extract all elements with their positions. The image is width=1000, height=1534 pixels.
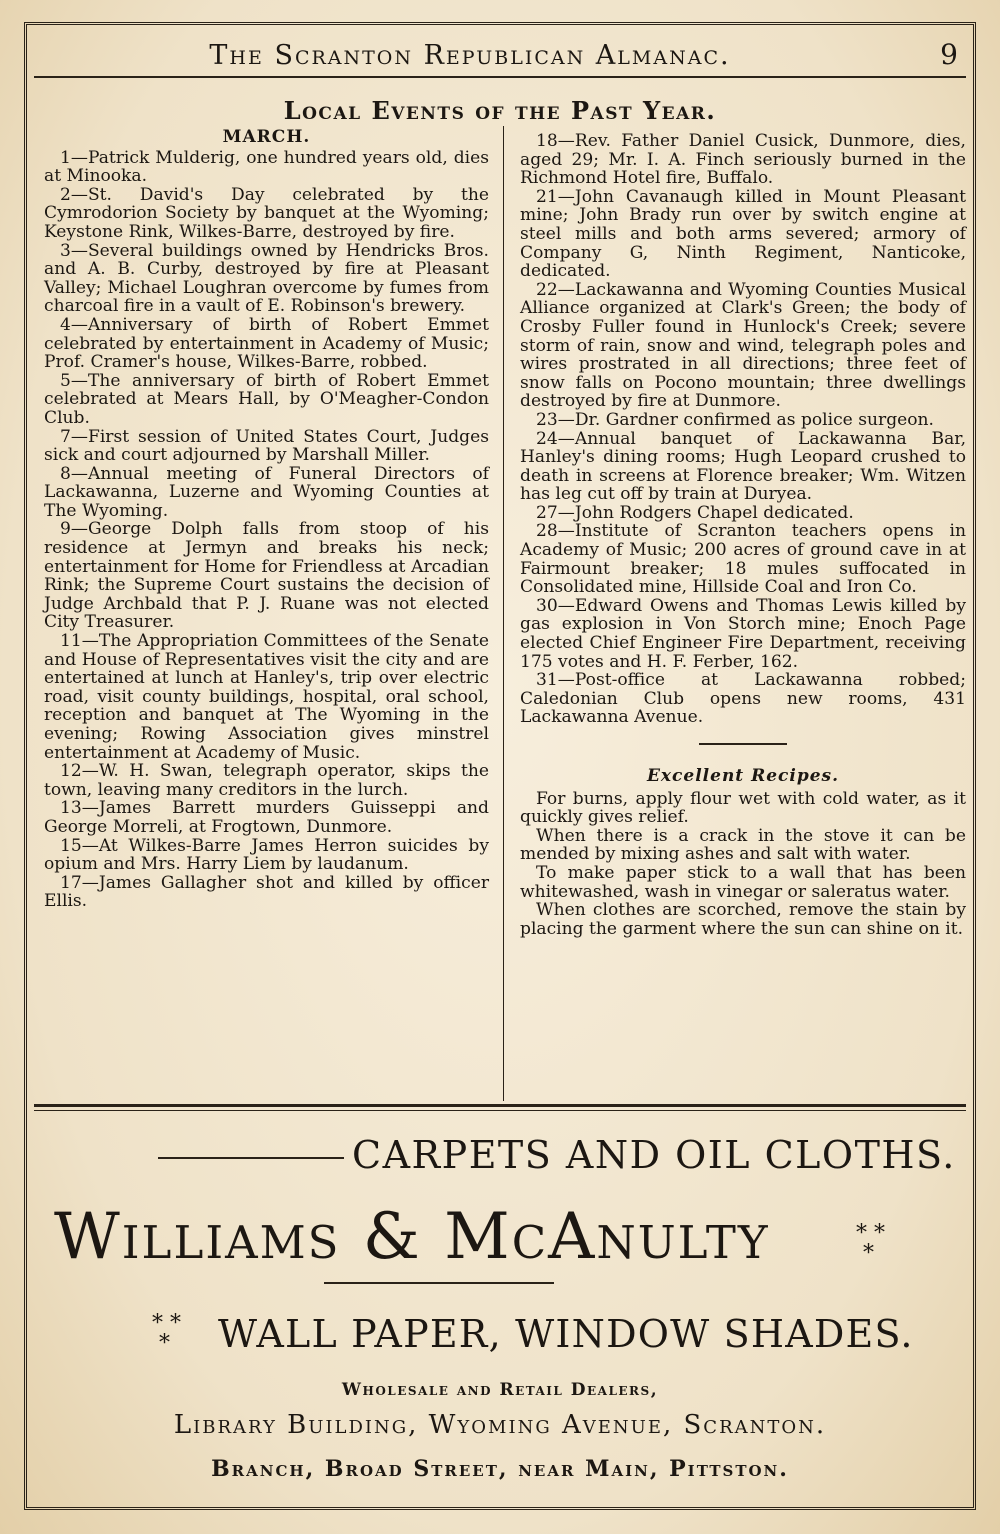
short-divider	[699, 743, 787, 745]
event-entry: 23—Dr. Gardner confirmed as police surgeon.	[536, 409, 934, 430]
recipe-entry: For burns, apply flour wet with cold water, as it quickly gives relief.	[520, 788, 966, 828]
ornamental-rule	[158, 1157, 344, 1159]
column-divider	[503, 126, 504, 1101]
ad-address: Library Building, Wyoming Avenue, Scranton.	[173, 1410, 827, 1440]
ad-carpets-line	[34, 1135, 966, 1175]
event-entry: 8—Annual meeting of Funeral Directors of Lackawanna, Luzerne and Wyoming Counties at The Wyoming.	[44, 463, 489, 521]
event-entry: 2—St. David's Day celebrated by the Cymrodorion Society by banquet at the Wyoming; Keystone Rink, Wilkes-Barre, destroyed by fire.	[44, 184, 489, 242]
page-number: 9	[940, 38, 958, 71]
event-entry: 12—W. H. Swan, telegraph operator, skips the town, leaving many creditors in the lurch.	[44, 761, 489, 800]
ad-wallpaper-text: WALL PAPER, WINDOW SHADES.	[218, 1312, 914, 1356]
ad-top-rule-thin	[34, 1110, 966, 1111]
event-entry: 7—First session of United States Court, Judges sick and court adjourned by Marshall Miller.	[44, 426, 489, 466]
event-entry: 18—Rev. Father Daniel Cusick, Dunmore, dies, aged 29; Mr. I. A. Finch seriously burned in the Richmond Hotel fire, Buffalo.	[520, 131, 966, 189]
event-entry: 17—James Gallagher shot and killed by officer Ellis.	[44, 872, 489, 912]
event-entry: 3—Several buildings owned by Hendricks Bros. and A. B. Curby, destroyed by fire at Pleasant Valley; Michael Loughran overcome by fumes from charcoal fire in a vault of E. Robinson's brewery.	[44, 240, 489, 317]
event-entry: 21—John Cavanaugh killed in Mount Pleasant mine; John Brady run over by switch engine at steel mills and both arms severed; armory of Company G, Ninth Regiment, Nanticoke, dedicated.	[520, 186, 966, 282]
ad-carpets-text: CARPETS AND OIL CLOTHS.	[352, 1133, 956, 1177]
event-entry: 27—John Rodgers Chapel dedicated.	[536, 502, 854, 523]
ornamental-swash	[324, 1282, 554, 1284]
event-entry: 5—The anniversary of birth of Robert Emmet celebrated at Mears Hall, by O'Meagher-Condon Club.	[44, 370, 489, 428]
left-column	[44, 128, 489, 911]
asterism-icon: * * *	[856, 1221, 885, 1266]
month-heading: MARCH.	[222, 127, 311, 147]
page-header	[34, 36, 966, 78]
asterism-icon: * * *	[152, 1311, 181, 1356]
ad-dealers: Wholesale and Retail Dealers,	[341, 1380, 659, 1400]
recipe-entry: When there is a crack in the stove it can be mended by mixing ashes and salt with water.	[520, 825, 966, 865]
event-entry: 22—Lackawanna and Wyoming Counties Musical Alliance organized at Clark's Green; the body of Crosby Fuller found in Hunlock's Creek; severe storm of rain, snow and wind, telegraph poles and wires prostrated in all directions; three feet of snow falls on Pocono mountain; three dwellings destroyed by fire at Dunmore.	[520, 279, 966, 412]
event-entry: 28—Institute of Scranton teachers opens in Academy of Music; 200 acres of ground cave in at Fairmount breaker; 18 mules suffocated in Consolidated mine, Hillside Coal and Iron Co.	[520, 521, 966, 598]
recipes-heading: Excellent Recipes.	[646, 766, 840, 786]
event-entry: 15—At Wilkes-Barre James Herron suicides by opium and Mrs. Harry Liem by laudanum.	[44, 835, 489, 875]
right-column	[520, 132, 966, 938]
event-entry: 9—George Dolph falls from stoop of his residence at Jermyn and breaks his neck; entertainment for Home for Friendless at Arcadian Rink; the Supreme Court sustains the decision of Judge Archbald that P. J. Ruane was not elected City Treasurer.	[44, 519, 489, 633]
ad-firm-name	[34, 1200, 966, 1290]
section-title: Local Events of the Past Year.	[283, 96, 717, 125]
almanac-title: The Scranton Republican Almanac.	[209, 40, 731, 71]
event-entry: 13—James Barrett murders Guisseppi and George Morreli, at Frogtown, Dunmore.	[44, 798, 489, 837]
recipe-entry: To make paper stick to a wall that has been whitewashed, wash in vinegar or saleratus water.	[520, 862, 966, 902]
event-entry: 30—Edward Owens and Thomas Lewis killed by gas explosion in Von Storch mine; Enoch Page elected Chief Engineer Fire Department, receiving 175 votes and H. F. Ferber, 162.	[520, 595, 966, 672]
firm-name-text: Williams & McAnulty	[54, 1200, 770, 1274]
event-entry: 1—Patrick Mulderig, one hundred years old, dies at Minooka.	[44, 147, 489, 187]
ad-branch: Branch, Broad Street, near Main, Pittston.	[211, 1456, 789, 1482]
recipe-entry: When clothes are scorched, remove the stain by placing the garment where the sun can shine on it.	[520, 900, 966, 939]
event-entry: 4—Anniversary of birth of Robert Emmet celebrated by entertainment in Academy of Music; Prof. Cramer's house, Wilkes-Barre, robbed.	[44, 314, 489, 373]
event-entry: 11—The Appropriation Committees of the Senate and House of Representatives visit the city and are entertained at lunch at Hanley's, trip over electric road, visit county buildings, hospital, oral school, reception and banquet at The Wyoming in the evening; Rowing Association gives minstrel entertainment at Academy of Music.	[44, 631, 489, 763]
ad-top-rule	[34, 1104, 966, 1107]
event-entry: 31—Post-office at Lackawanna robbed; Caledonian Club opens new rooms, 431 Lackawanna Avenue.	[520, 670, 966, 728]
event-entry: 24—Annual banquet of Lackawanna Bar, Hanley's dining rooms; Hugh Leopard crushed to death in screens at Florence breaker; Wm. Witzen has leg cut off by train at Duryea.	[520, 428, 966, 505]
ad-wallpaper-line	[34, 1310, 966, 1356]
